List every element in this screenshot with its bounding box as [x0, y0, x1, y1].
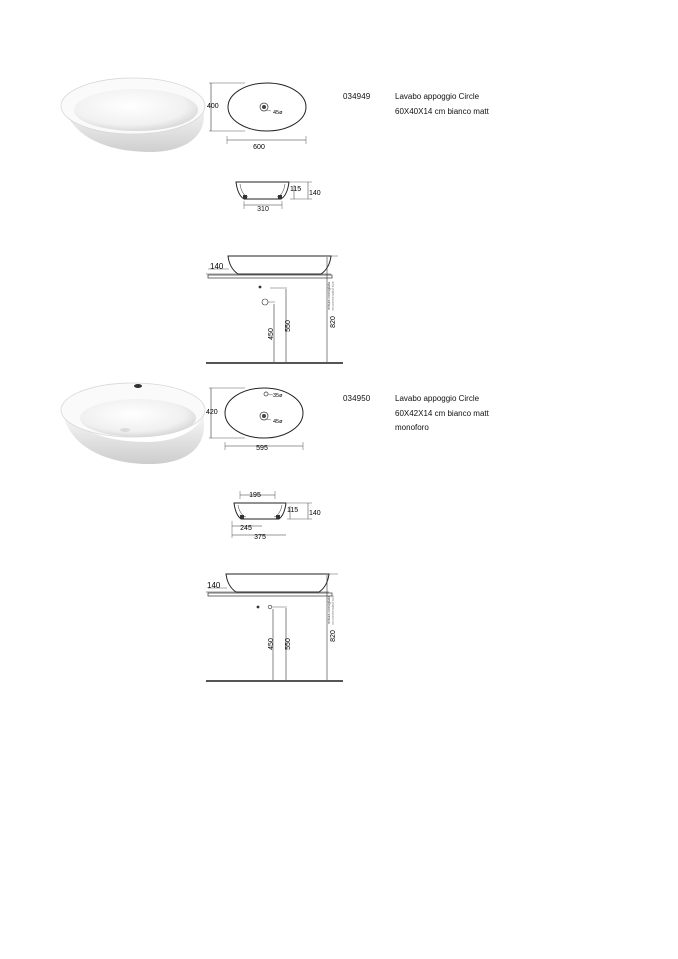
- basin-photo: [58, 74, 206, 156]
- product-spec: 60X42X14 cm bianco matt: [395, 408, 489, 418]
- plan-width-label: 595: [256, 445, 268, 452]
- install-h2-label: 550: [285, 320, 292, 332]
- plan-depth-label: 400: [207, 103, 219, 110]
- product-title: Lavabo appoggio Circle: [395, 92, 480, 101]
- installation-view: [203, 570, 353, 684]
- install-note-2: recommended size: [331, 595, 335, 625]
- install-note-2: recommended size: [331, 281, 335, 311]
- drain-label: 45ø: [273, 419, 283, 425]
- section-base-label: 245: [240, 525, 252, 532]
- plan-view: [205, 384, 310, 456]
- install-basin-height-label: 140: [210, 262, 224, 271]
- product-description: [395, 392, 489, 436]
- install-h1-label: 450: [268, 328, 275, 340]
- product-spec: 60X40X14 cm bianco matt: [395, 106, 489, 116]
- installation-view: [203, 252, 353, 366]
- install-h3-label: 820: [330, 630, 337, 642]
- plan-view: [205, 78, 310, 150]
- product-description: [395, 90, 489, 119]
- install-note-1: misura consigliata: [327, 595, 331, 625]
- product-title: Lavabo appoggio Circle: [395, 394, 480, 403]
- tap-hole-label: 35ø: [273, 393, 283, 399]
- install-h3-label: 820: [330, 316, 337, 328]
- product-code: 034950: [343, 394, 371, 403]
- section-view: [226, 488, 326, 544]
- install-h2-label: 550: [285, 638, 292, 650]
- section-rim-label: 115: [287, 507, 299, 514]
- basin-photo: [58, 380, 206, 468]
- install-note-1: misura consigliata: [327, 281, 331, 311]
- section-view: [230, 176, 326, 216]
- install-h1-label: 450: [268, 638, 275, 650]
- section-overall-label: 375: [254, 534, 266, 541]
- section-offset-label: 195: [249, 492, 261, 499]
- install-basin-height-label: 140: [207, 581, 221, 590]
- section-rim-label: 115: [290, 186, 302, 193]
- plan-width-label: 600: [253, 144, 265, 150]
- product-code: 034949: [343, 92, 371, 101]
- product-note: monoforo: [395, 423, 429, 432]
- section-base-label: 310: [257, 206, 269, 213]
- section-height-label: 140: [309, 190, 321, 197]
- drain-label: 45ø: [273, 110, 283, 116]
- section-height-label: 140: [309, 510, 321, 517]
- plan-depth-label: 420: [206, 409, 218, 416]
